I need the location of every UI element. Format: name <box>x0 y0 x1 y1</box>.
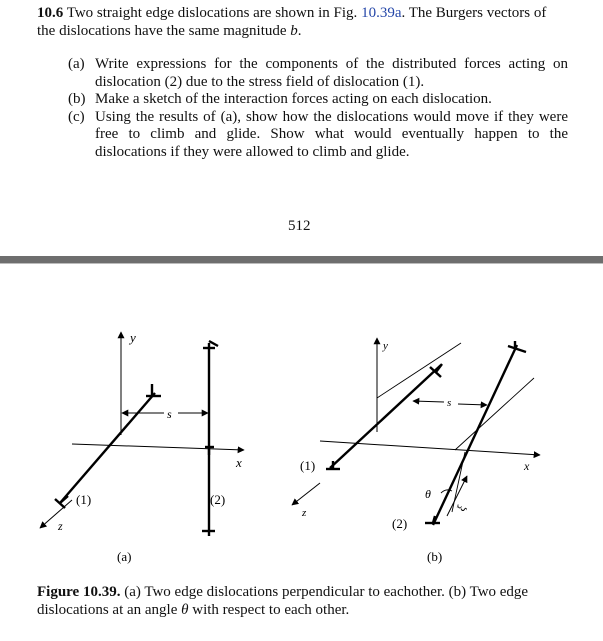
panel-a-dislocation-2-label: (2) <box>210 492 226 507</box>
part-a <box>68 56 568 91</box>
panel-a-dislocation-1-line <box>60 393 155 503</box>
panel-b-reference-line-2 <box>455 378 534 450</box>
page-number: 512 <box>288 218 311 234</box>
part-text: Write expressions for the components of the distributed forces acting on dislocation (2) due to the stress field of dislocation (1). <box>95 56 568 90</box>
part-c <box>68 109 568 162</box>
magnitude-symbol: b <box>290 23 298 39</box>
panel-b-spacing-arrow-left <box>413 401 444 402</box>
panel-b-y-label: y <box>383 340 388 352</box>
panel-a-x-axis <box>72 444 244 450</box>
panel-a-y-label: y <box>130 330 136 345</box>
panel-b-spacing-label: s <box>447 397 452 409</box>
caption-end: with respect to each other. <box>192 602 350 618</box>
problem-text-2: . The Burgers vectors of the dislocations have the same magnitude <box>37 5 547 39</box>
panel-b-label: (b) <box>427 549 443 564</box>
panel-b-dislocation-2-label: (2) <box>392 516 408 531</box>
panel-b-z-label: z <box>302 507 307 519</box>
panel-a-x-label: x <box>236 455 242 470</box>
page-divider-shadow <box>0 263 603 264</box>
problem-end: . <box>297 23 302 39</box>
part-label: (c) <box>68 108 85 125</box>
panel-a-label: (a) <box>117 549 132 564</box>
panel-b-spacing-arrow-right <box>458 404 487 405</box>
problem-statement <box>37 4 567 40</box>
panel-b-reference-line-1 <box>377 343 461 398</box>
panel-a-edge-symbol-1 <box>55 496 68 508</box>
panel-b-angle-arc <box>441 490 452 493</box>
part-label: (a) <box>68 56 85 72</box>
panel-b-angle-label: θ <box>425 487 431 501</box>
panel-b-dislocation-1-label: (1) <box>300 458 316 473</box>
figure-reference-link[interactable]: 10.39a <box>361 5 402 21</box>
panel-a-edge-symbol-2-top <box>203 341 218 348</box>
problem-text-1: Two straight edge dislocations are shown in Fig. <box>66 5 358 21</box>
part-b <box>68 91 568 109</box>
figure-caption <box>37 583 572 619</box>
panel-a-z-axis <box>40 500 72 528</box>
panel-b-diagram <box>292 338 540 564</box>
problem-number: 10.6 <box>37 5 64 21</box>
part-text: Using the results of (a), show how the dislocations would move if they were free to climb and glide. Show what would eventually happen to the dislocations if they were allowed to climb and glide. <box>95 108 568 160</box>
page-divider <box>0 256 603 263</box>
caption-title: Figure 10.39. <box>37 584 121 600</box>
panel-b-line-sense-label: ξ <box>453 503 469 514</box>
problem-parts <box>68 56 568 162</box>
panel-a-spacing-label: s <box>167 407 172 421</box>
panel-b-dislocation-1-line <box>330 365 441 468</box>
part-text: Make a sketch of the interaction forces acting on each dislocation. <box>95 91 492 108</box>
panel-b-x-label: x <box>524 459 530 473</box>
panel-b-z-axis <box>292 483 320 505</box>
panel-a-dislocation-1-label: (1) <box>76 492 92 507</box>
panel-a-diagram <box>40 330 244 564</box>
panel-a-z-label: z <box>58 519 63 533</box>
panel-b-dislocation-2-line <box>433 345 517 525</box>
caption-text: (a) Two edge dislocations perpendicular to eachother. (b) Two edge dislocations at an angle <box>37 584 529 618</box>
part-label: (b) <box>68 91 86 108</box>
caption-symbol: θ <box>181 602 189 618</box>
figure-10-39 <box>0 270 603 580</box>
